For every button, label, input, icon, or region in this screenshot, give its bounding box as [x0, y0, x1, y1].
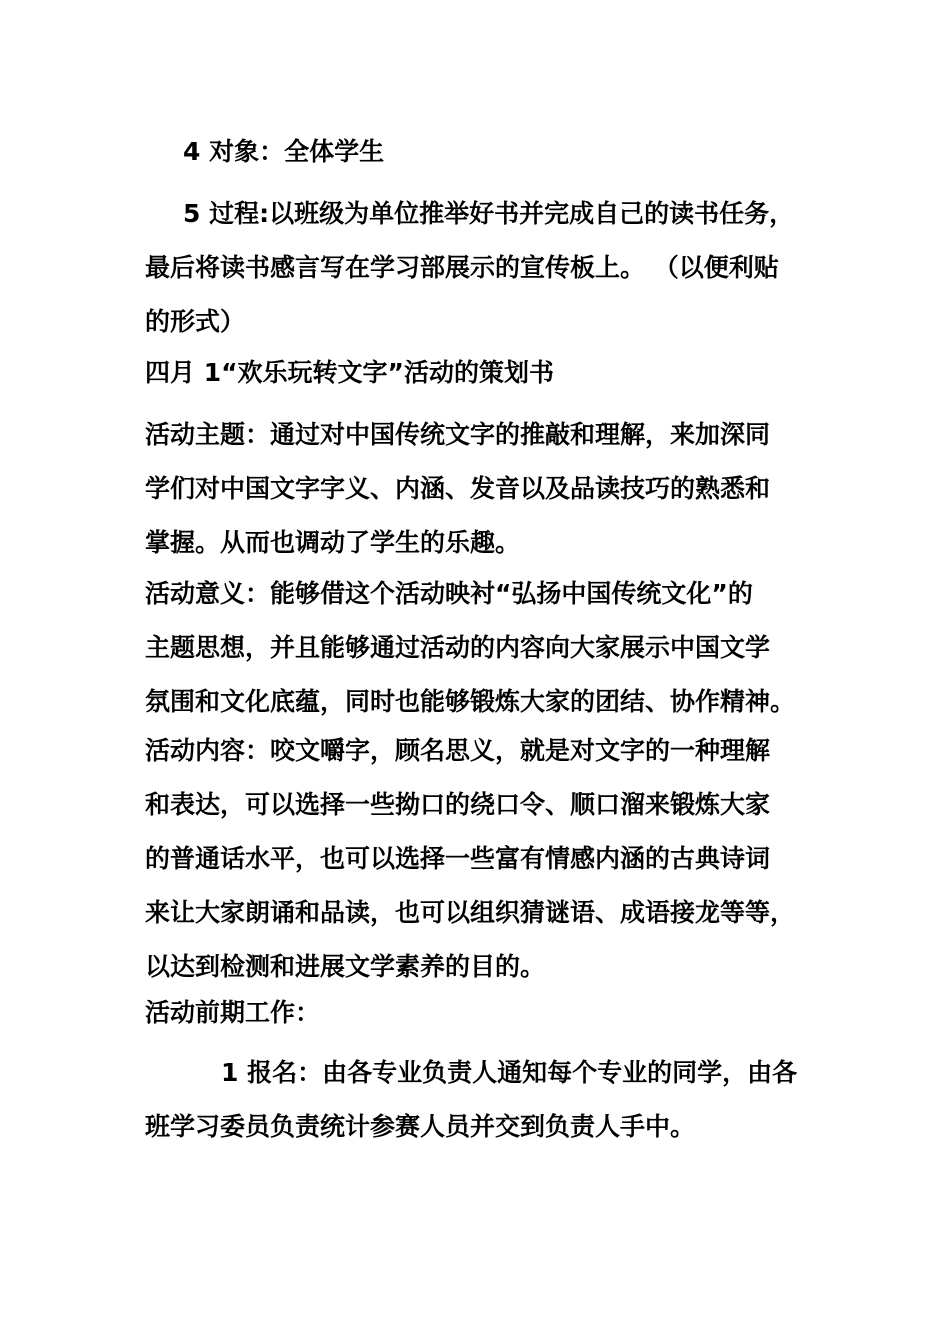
text-line: 5 过程:以班级为单位推举好书并完成自己的读书任务，	[183, 199, 795, 228]
text-line: 来让大家朗诵和品读，也可以组织猜谜语、成语接龙等等，	[145, 898, 796, 927]
text-line: 的形式）	[145, 307, 246, 336]
text-line: 和表达，可以选择一些拗口的绕口令、顺口溜来锻炼大家	[145, 790, 771, 819]
paragraph-preparation-heading	[145, 986, 810, 1040]
text-line: 活动内容：咬文嚼字，顾名思义，就是对文字的一种理解	[145, 736, 771, 765]
paragraph-process	[145, 187, 810, 349]
text-line: 以达到检测和进展文学素养的目的。	[145, 952, 546, 981]
text-line: 学们对中国文字字义、内涵、发音以及品读技巧的熟悉和	[145, 474, 771, 503]
paragraph-april-heading	[145, 346, 810, 400]
text-line: 活动意义：能够借这个活动映衬“弘扬中国传统文化”的	[145, 579, 753, 608]
text-line: 四月 1“欢乐玩转文字”活动的策划书	[145, 358, 554, 387]
text-line: 4 对象：全体学生	[183, 137, 385, 166]
text-line: 活动主题：通过对中国传统文字的推敲和理解，来加深同	[145, 420, 771, 449]
paragraph-content	[145, 724, 810, 994]
text-line: 最后将读书感言写在学习部展示的宣传板上。 （以便利贴	[145, 253, 779, 282]
text-line: 班学习委员负责统计参赛人员并交到负责人手中。	[145, 1112, 696, 1141]
paragraph-registration	[145, 1046, 810, 1154]
paragraph-significance	[145, 567, 810, 729]
paragraph-target	[145, 125, 810, 179]
text-line: 氛围和文化底蕴，同时也能够锻炼大家的团结、协作精神。	[145, 687, 796, 716]
text-line: 的普通话水平，也可以选择一些富有情感内涵的古典诗词	[145, 844, 771, 873]
text-line: 掌握。从而也调动了学生的乐趣。	[145, 528, 521, 557]
text-line: 主题思想，并且能够通过活动的内容向大家展示中国文学	[145, 633, 771, 662]
text-line: 活动前期工作：	[145, 998, 321, 1027]
paragraph-theme	[145, 408, 810, 570]
text-line: 1 报名：由各专业负责人通知每个专业的同学，由各	[221, 1058, 798, 1087]
